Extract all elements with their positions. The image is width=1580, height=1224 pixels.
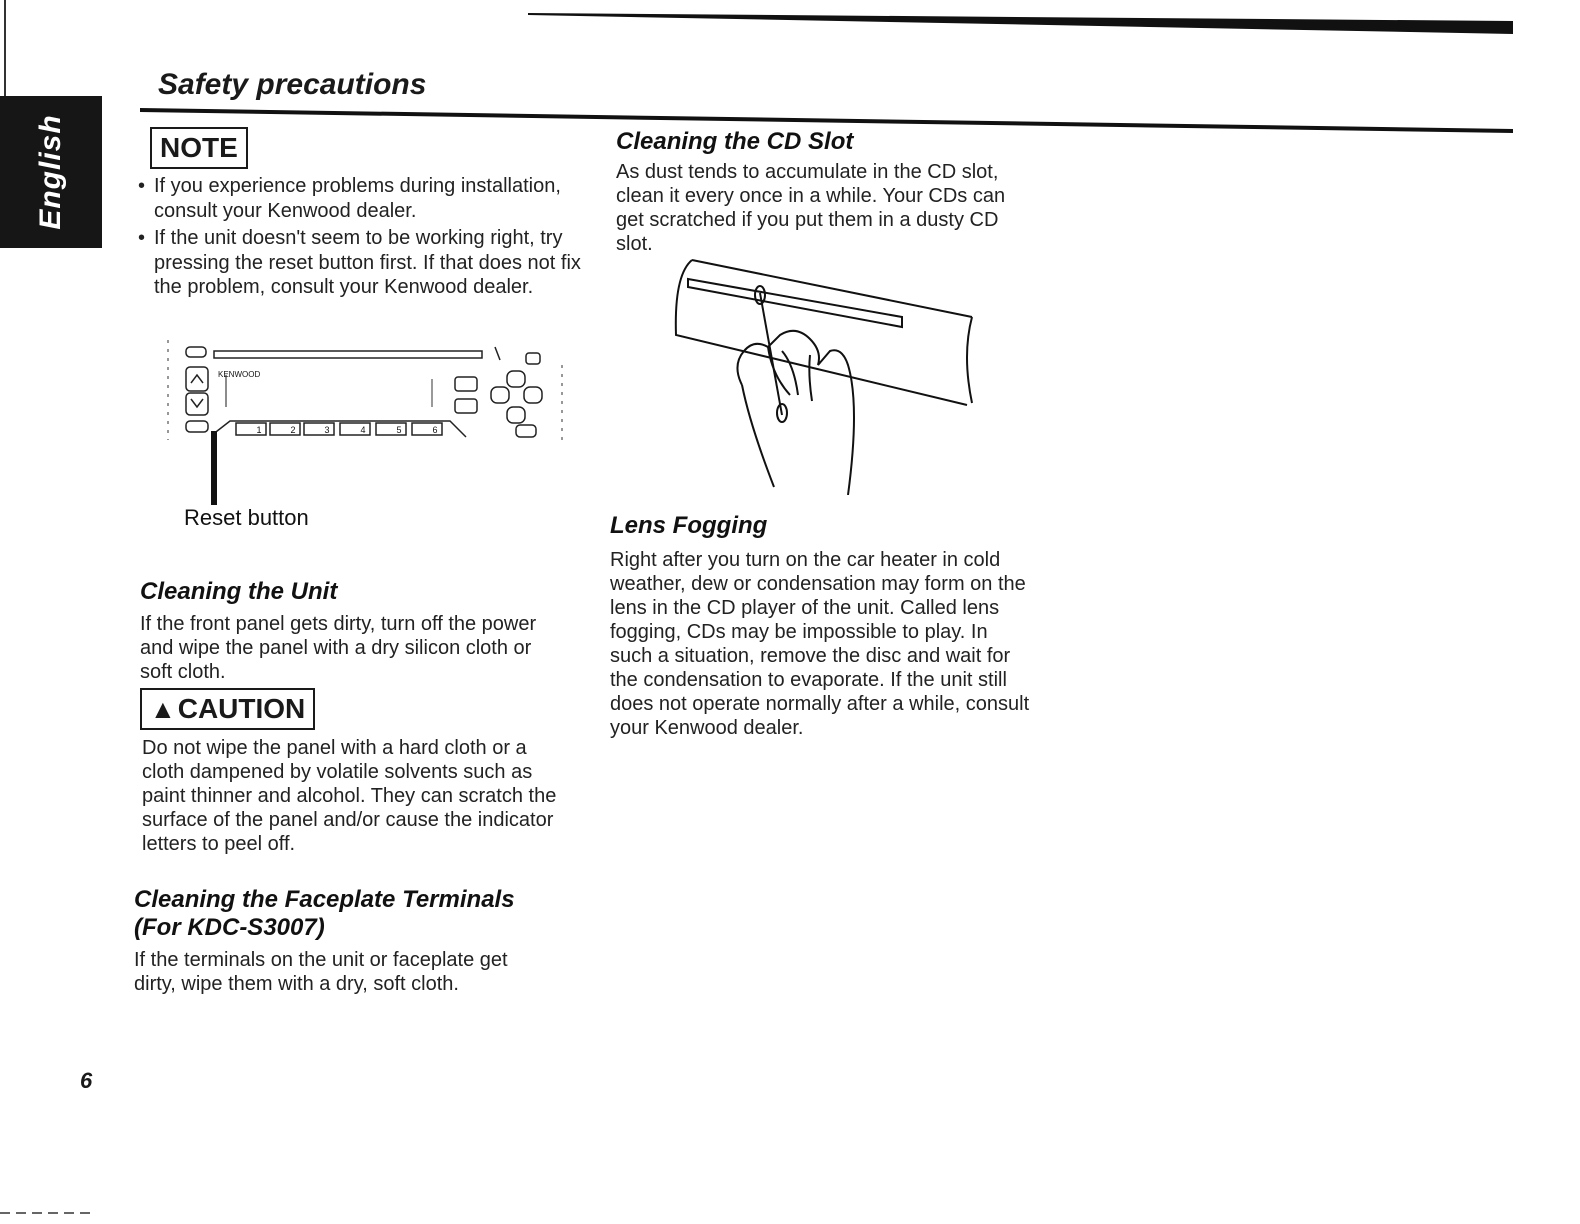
caution-badge bbox=[140, 688, 315, 730]
warning-triangle-icon: ▲ bbox=[150, 694, 176, 724]
cleaning-unit-section bbox=[140, 578, 580, 684]
faceplate-terminals-section bbox=[134, 886, 574, 996]
note-badge: NOTE bbox=[150, 127, 248, 169]
device-brand-label: KENWOOD bbox=[218, 370, 261, 379]
cleaning-unit-heading: Cleaning the Unit bbox=[140, 578, 338, 605]
language-tab-label: English bbox=[34, 114, 67, 230]
cd-slot-body: As dust tends to accumulate in the CD slot, clean it every once in a while. Your CDs can get scratched if you put them in a dusty CD slot. bbox=[616, 161, 1006, 255]
caution-badge-label: CAUTION bbox=[177, 693, 306, 724]
car-stereo-faceplate-illustration bbox=[160, 335, 580, 515]
preset-button-label: 4 bbox=[360, 425, 366, 435]
cd-slot-heading: Cleaning the CD Slot bbox=[616, 128, 854, 155]
preset-button-label: 3 bbox=[324, 425, 330, 435]
lens-fogging-section bbox=[610, 512, 1050, 740]
cd-slot-cleaning-illustration bbox=[672, 255, 982, 495]
caution-body: Do not wipe the panel with a hard cloth or a cloth dampened by volatile solvents such as paint thinner and alcohol. They can scratch the surface of the panel and/or cause the indicator letters to peel off. bbox=[142, 737, 557, 855]
reset-button-caption: Reset button bbox=[184, 505, 309, 530]
note-bullet-item: • If you experience problems during installation, consult your Kenwood dealer. bbox=[138, 174, 598, 223]
faceplate-body: If the terminals on the unit or faceplate get dirty, wipe them with a dry, soft cloth. bbox=[134, 949, 508, 995]
cleaning-unit-body: If the front panel gets dirty, turn off the power and wipe the panel with a dry silicon cloth or soft cloth. bbox=[140, 613, 537, 683]
left-margin-line bbox=[4, 0, 6, 96]
preset-button-label: 5 bbox=[396, 425, 402, 435]
preset-button-label: 1 bbox=[256, 425, 262, 435]
faceplate-heading-line2: (For KDC-S3007) bbox=[134, 914, 325, 941]
preset-button-label: 6 bbox=[432, 425, 438, 435]
note-bullet-list bbox=[138, 174, 598, 303]
preset-button-label: 2 bbox=[290, 425, 296, 435]
lens-fogging-heading: Lens Fogging bbox=[610, 512, 768, 539]
note-bullet-item: • If the unit doesn't seem to be working right, try pressing the reset button first. If that does not fix the problem, consult your Kenwood dealer. bbox=[138, 226, 598, 300]
page-number: 6 bbox=[80, 1068, 93, 1093]
bottom-scan-marks bbox=[0, 1210, 90, 1216]
reset-button-pointer bbox=[211, 431, 217, 505]
faceplate-heading-line1: Cleaning the Faceplate Terminals bbox=[134, 886, 515, 913]
lens-fogging-body: Right after you turn on the car heater in cold weather, dew or condensation may form on the lens in the CD player of the unit. Called lens fogging, CDs may be impossible to play. In such a situation, remove the disc and wait for the condensation to evaporate. If the unit still does not operate normally after a while, consult your Kenwood dealer. bbox=[610, 549, 1030, 739]
cd-slot-section bbox=[616, 128, 1046, 256]
language-side-tab bbox=[0, 96, 102, 248]
page-title: Safety precautions bbox=[158, 68, 427, 101]
top-header-rule bbox=[528, 12, 1513, 34]
